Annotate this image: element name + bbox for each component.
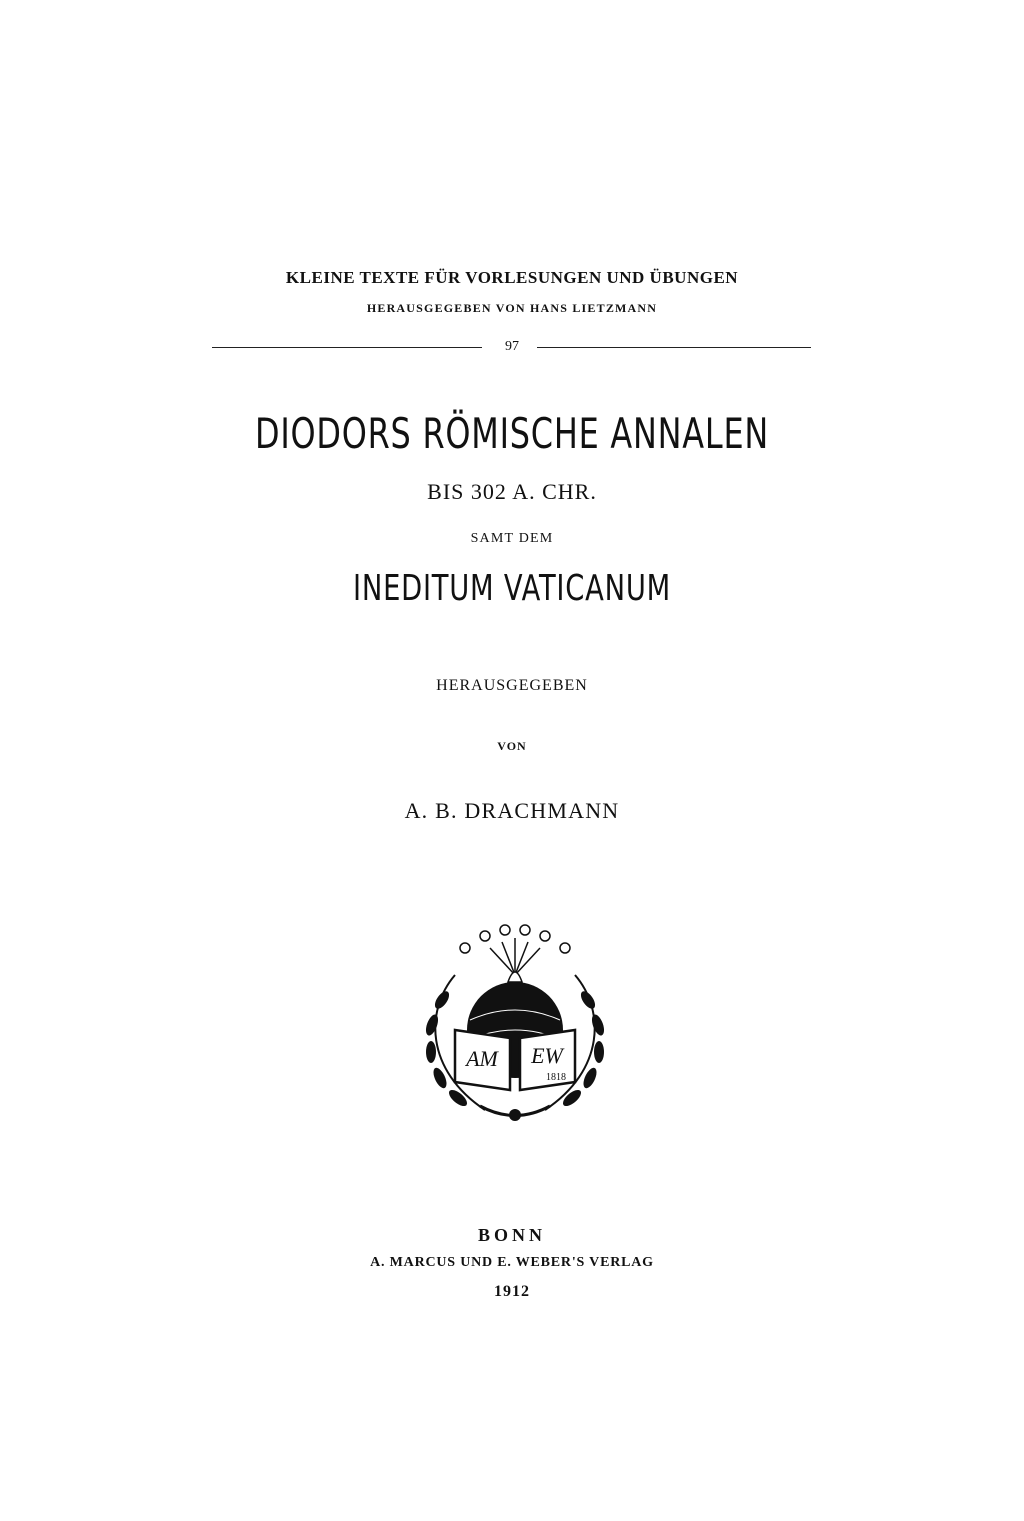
editor-name: A. B. DRACHMANN [404,798,620,823]
series-title: KLEINE TEXTE FÜR VORLESUNGEN UND ÜBUNGEN [285,268,739,287]
second-title: INEDITUM VATICANUM [353,568,671,609]
volume-rule-right [537,347,811,348]
edited-label: HERAUSGEGEBEN [436,677,588,694]
emblem-year: 1818 [546,1072,566,1083]
by-label: VON [497,739,527,753]
volume-number: 97 [505,339,519,354]
imprint-publisher: A. MARCUS UND E. WEBER'S VERLAG [370,1255,654,1270]
lamp-flame-icon [508,972,522,982]
imprint-city: BONN [477,1225,546,1245]
with-label: SAMT DEM [470,531,554,546]
series-editor-line: HERAUSGEGEBEN VON HANS LIETZMANN [366,301,658,315]
lamp-rays [490,938,540,975]
main-title: DIODORS RÖMISCHE ANNALEN [254,409,770,458]
emblem-right-monogram: EW [531,1043,563,1068]
subtitle: BIS 302 A. CHR. [427,479,597,504]
publisher-emblem [410,920,620,1140]
imprint-year: 1912 [494,1283,530,1300]
emblem-left-monogram: AM [466,1046,498,1071]
